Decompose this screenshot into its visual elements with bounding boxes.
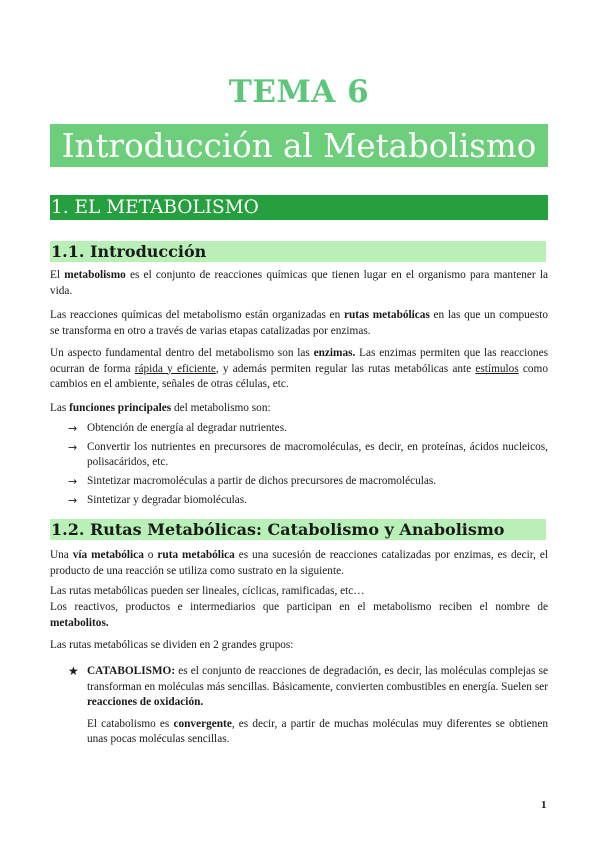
paragraph-grupos: Las rutas metabólicas se dividen en 2 grandes grupos: <box>50 639 294 651</box>
paragraph-enzimas: Un aspecto fundamental dentro del metabolismo son las enzimas. Las enzimas permiten que las reacciones ocurran de forma rápida y eficiente, y además permiten regular las rutas metabólicas ante estímulos como cambios en el ambiente, señales de otras células, etc. <box>50 347 548 390</box>
title-banner <box>50 124 548 167</box>
document-title: Introducción al Metabolismo <box>61 126 537 165</box>
list-item: → Convertir los nutrientes en precursores de macromoléculas, es decir, en proteínas, ácidos nucleicos, polisacáridos, etc. <box>68 441 548 468</box>
paragraph-metabolismo: El metabolismo es el conjunto de reacciones químicas que tienen lugar en el organismo para mantener la vida. <box>50 269 548 297</box>
list-item: → Sintetizar y degradar biomoléculas. <box>68 494 247 507</box>
page-number: 1 <box>541 799 547 811</box>
section-1-banner <box>50 195 548 220</box>
subsection-1-2-banner <box>50 519 546 540</box>
paragraph-metabolitos: Los reactivos, productos e intermediarios que participan en el metabolismo reciben el nombre de metabolitos. <box>50 601 548 629</box>
paragraph-tipos-rutas: Las rutas metabólicas pueden ser lineales, cíclicas, ramificadas, etc… <box>50 585 365 597</box>
arrow-icon: → <box>68 441 78 454</box>
arrow-icon: → <box>68 494 78 507</box>
functions-list <box>50 421 548 512</box>
subsection-1-1-banner <box>50 241 546 262</box>
catabolismo-definition: CATABOLISMO: es el conjunto de reacciones de degradación, es decir, las moléculas complejas se transforman en moléculas más sencillas. Básicamente, convierten combustibles en energía. Suelen ser reacciones de oxidación. <box>87 665 548 708</box>
list-item: → Obtención de energía al degradar nutrientes. <box>68 422 287 435</box>
paragraph-rutas: Las reacciones químicas del metabolismo están organizadas en rutas metabólicas en las que un compuesto se transforma en otro a través de varias etapas catalizadas por enzimas. <box>50 309 549 337</box>
tema-heading: TEMA 6 <box>228 74 370 110</box>
arrow-icon: → <box>68 475 78 488</box>
catabolismo-convergente: El catabolismo es convergente, es decir, a partir de muchas moléculas muy diferentes se obtienen unas pocas moléculas sencillas. <box>87 717 548 745</box>
star-icon: ★ <box>68 664 79 678</box>
subsection-1-1-heading: 1.1. Introducción <box>51 242 207 261</box>
list-item: → Sintetizar macromoléculas a partir de dichos precursores de macromoléculas. <box>68 475 437 488</box>
subsection-1-2-heading: 1.2. Rutas Metabólicas: Catabolismo y Anabolismo <box>51 520 505 539</box>
arrow-icon: → <box>68 422 78 435</box>
catabolismo-item <box>50 664 548 748</box>
paragraph-via-metabolica: Una vía metabólica o ruta metabólica es una sucesión de reacciones catalizadas por enzimas, es decir, el producto de una reacción se utiliza como sustrato en la siguiente. <box>50 549 548 577</box>
section-1-heading: 1. EL METABOLISMO <box>51 197 259 218</box>
paragraph-funciones: Las funciones principales del metabolismo son: <box>50 402 271 414</box>
